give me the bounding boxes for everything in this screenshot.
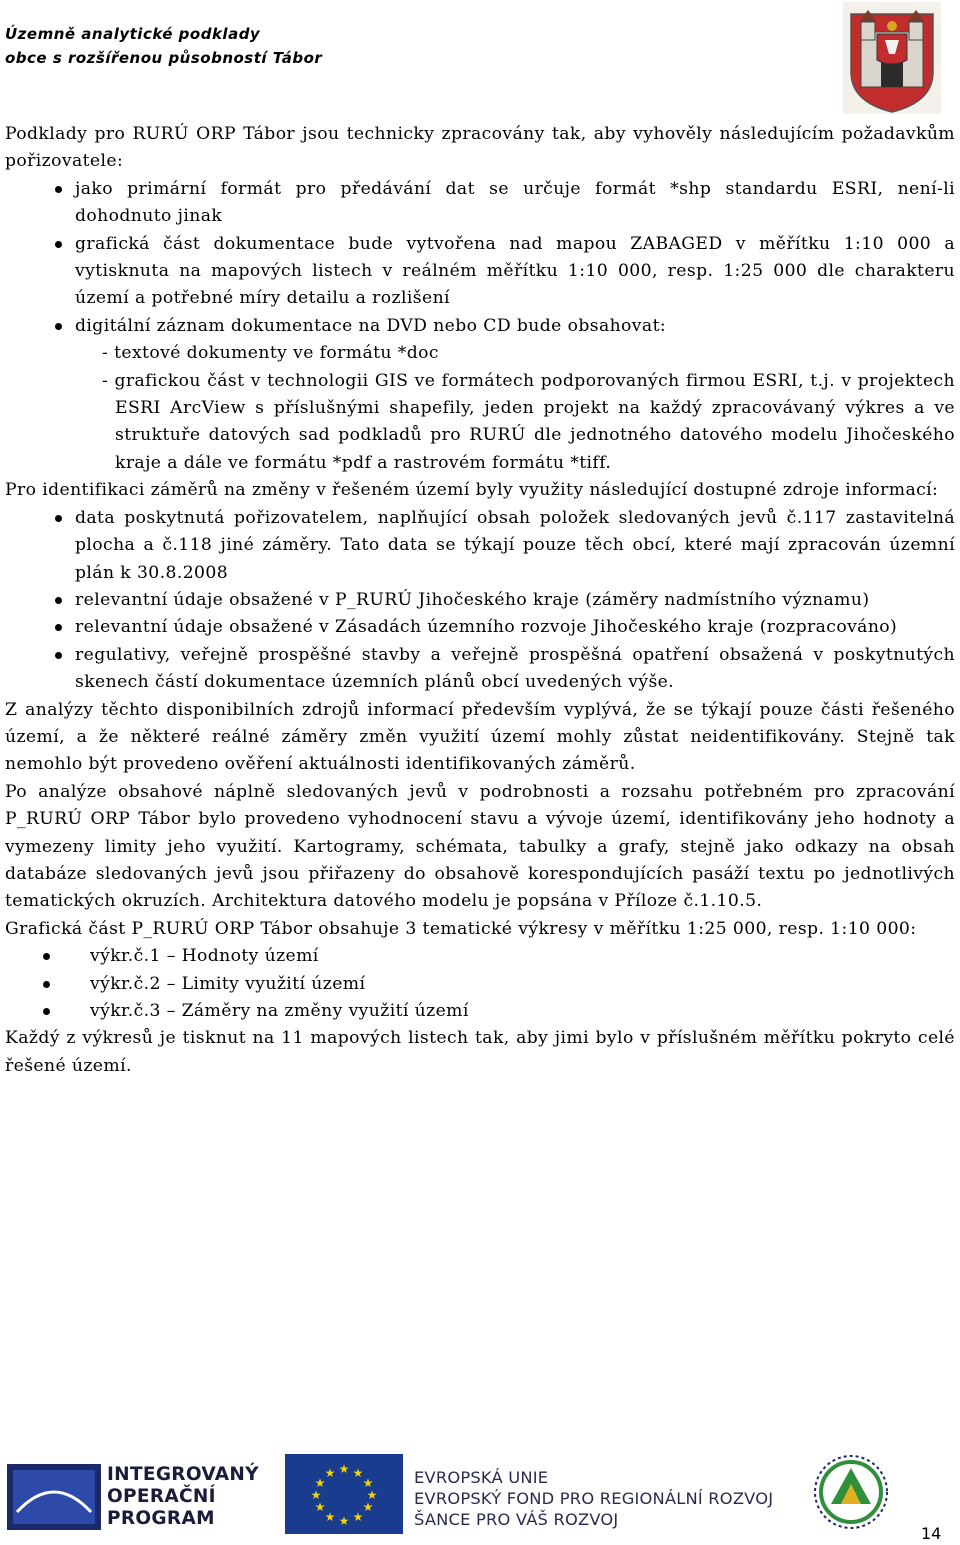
sources-list [5,505,955,697]
svg-text:★: ★ [338,1514,350,1528]
intro-paragraph: Podklady pro RURÚ ORP Tábor jsou technicky zpracovány tak, aby vyhověly následujícím požadavkům pořizovatele: [5,124,955,172]
eu-flag-icon [285,1454,403,1534]
ministry-regional-development-logo-icon [793,1450,913,1530]
closing-paragraph: Každý z výkresů je tisknut na 11 mapových listech tak, aby jimi bylo v příslušném měřítku pokryto celé řešené území. [5,1028,955,1076]
list-item: digitální záznam dokumentace na DVD nebo CD bude obsahovat: [5,313,955,340]
svg-text:★: ★ [324,1510,336,1524]
document-body [5,121,955,1080]
list-item: výkr.č.3 – Záměry na změny využití území [5,998,955,1025]
svg-text:★: ★ [314,1476,326,1490]
svg-text:★: ★ [352,1510,364,1524]
iop-logo-icon [5,1462,103,1532]
list-item: relevantní údaje obsažené v Zásadách územního rozvoje Jihočeského kraje (rozpracováno) [5,614,955,641]
tabor-coat-of-arms-icon [843,2,941,114]
svg-text:★: ★ [314,1500,326,1514]
svg-text:★: ★ [324,1466,336,1480]
list-item: výkr.č.2 – Limity využití území [5,971,955,998]
svg-text:★: ★ [352,1466,364,1480]
svg-text:★: ★ [310,1488,322,1502]
requirements-list [5,176,955,340]
list-item: výkr.č.1 – Hodnoty území [5,943,955,970]
page-number: 14 [921,1524,942,1543]
iop-logo-text: INTEGROVANÝ OPERAČNÍ PROGRAM [107,1464,259,1529]
drawings-list [5,943,955,1025]
list-item: data poskytnutá pořizovatelem, naplňující obsah položek sledovaných jevů č.117 zastavitelná plocha a č.118 jiné záměry. Tato data se týkají pouze těch obcí, které mají zpracován územní plán k 30.8.2008 [5,505,955,587]
eu-logo-text: EVROPSKÁ UNIE EVROPSKÝ FOND PRO REGIONÁLNÍ ROZVOJ ŠANCE PRO VÁŠ ROZVOJ [414,1468,774,1529]
svg-text:★: ★ [362,1500,374,1514]
svg-text:★: ★ [362,1476,374,1490]
header-subtitle: obce s rozšířenou působností Tábor [5,49,323,67]
list-item: relevantní údaje obsažené v P_RURÚ Jihočeského kraje (záměry nadmístního významu) [5,587,955,614]
svg-text:★: ★ [366,1488,378,1502]
sub-item: - textové dokumenty ve formátu *doc [102,343,439,364]
graphic-part-paragraph: Grafická část P_RURÚ ORP Tábor obsahuje 3 tematické výkresy v měřítku 1:25 000, resp. 1:10 000: [5,918,917,939]
analysis-paragraph: Z analýzy těchto disponibilních zdrojů informací především vyplývá, že se týkají pouze části řešeného území, a že některé reálné záměry změn využití území mohly zůstat neidentifikovány. Stejně tak nemohlo být provedeno ověření aktuálnosti identifikovaných záměrů. [5,699,955,775]
header-title: Územně analytické podklady [5,25,261,43]
sub-item: - grafickou část v technologii GIS ve formátech podporovaných firmou ESRI, t.j. v projektech ESRI ArcView s příslušnými shapefily, jeden projekt na každý zpracovávaný výkres a ve struktuře datových sad podkladů pro RURÚ dle jednotného datového modelu Jihočeského kraje a dále ve formátu *pdf a rastrovém formátu *tiff. [102,370,955,473]
list-item: regulativy, veřejně prospěšné stavby a veřejně prospěšná opatření obsažená v poskytnutých skenech částí dokumentace územních plánů obcí uvedených výše. [5,642,955,697]
list-item: jako primární formát pro předávání dat se určuje formát *shp standardu ESRI, není-li dohodnuto jinak [5,176,955,231]
document-header [5,22,322,70]
list-item: grafická část dokumentace bude vytvořena nad mapou ZABAGED v měřítku 1:10 000 a vytisknuta na mapových listech v reálném měřítku 1:10 000, resp. 1:25 000 dle charakteru území a potřebné míry detailu a rozlišení [5,231,955,313]
content-analysis-paragraph: Po analýze obsahové náplně sledovaných jevů v podrobnosti a rozsahu potřebném pro zpracování P_RURÚ ORP Tábor bylo provedeno vyhodnocení stavu a vývoje území, identifikovány jeho hodnoty a vymezeny limity jeho využití. Kartogramy, schémata, tabulky a grafy, stejně jako odkazy na obsah databáze sledovaných jevů jsou přiřazeny do obsahově korespondujících pasáží textu po jednotlivých tematických okruzích. Architektura datového modelu je popsána v Příloze č.1.10.5. [5,781,955,912]
svg-text:★: ★ [338,1462,350,1476]
sources-paragraph: Pro identifikaci záměrů na změny v řešeném území byly využity následující dostupné zdroje informací: [5,480,939,501]
